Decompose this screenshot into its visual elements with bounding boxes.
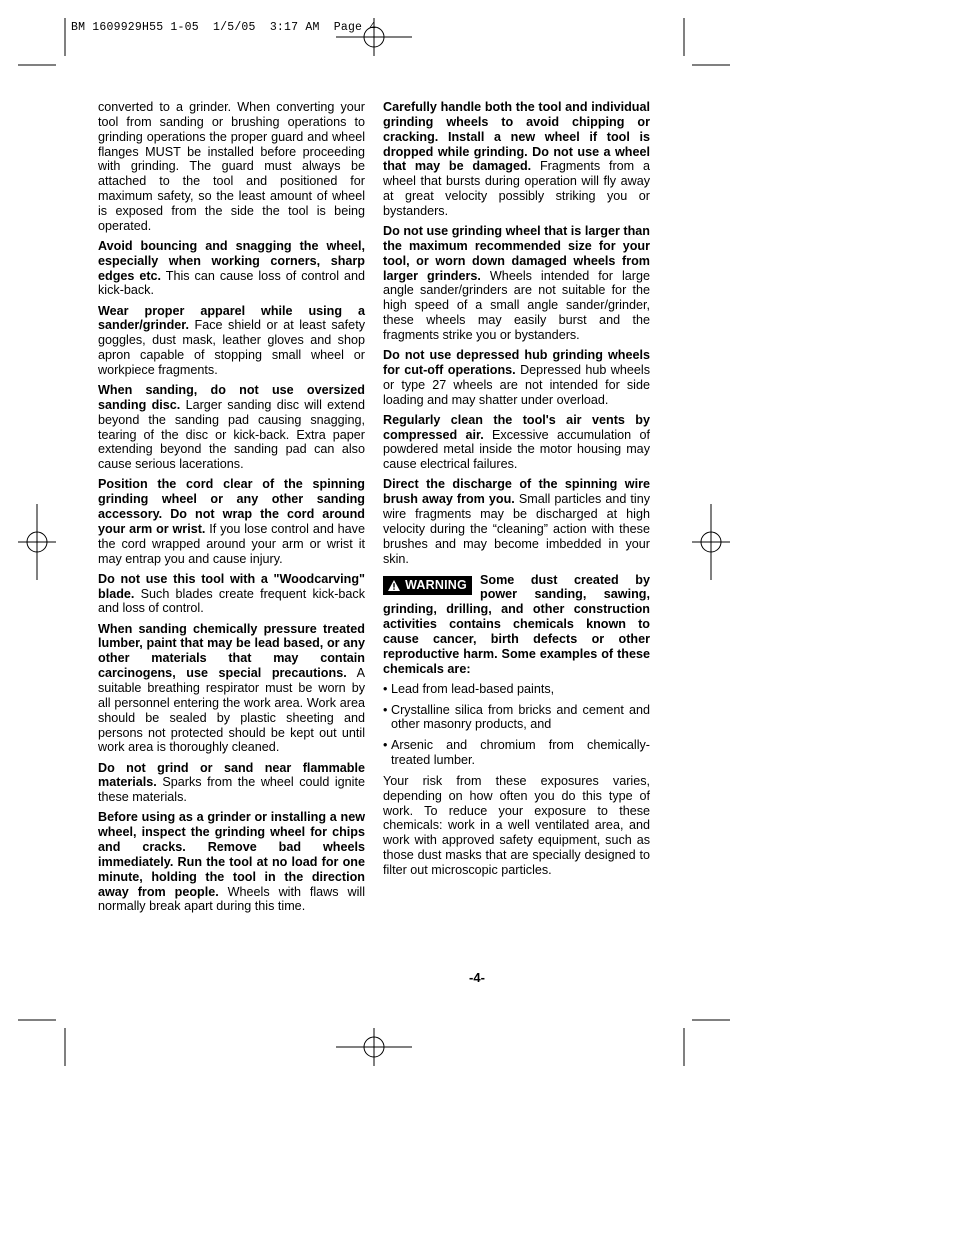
paragraph: Do not use depressed hub grinding wheels for cut-off operations. Depressed hub wheels or type 27 wheels are not intended for side loading and may shatter under overload. — [383, 348, 650, 407]
chemical-list — [383, 682, 650, 768]
registration-mark-left — [18, 504, 56, 580]
list-item: • Crystalline silica from bricks and cement and other masonry products, and — [383, 702, 650, 732]
paragraph: converted to a grinder. When converting your tool from sanding or brushing operations to grinding operations the proper guard and wheel flanges MUST be installed before proceeding with grinding. The guard must always be attached to the tool and positioned for maximum safety, so the least amount of wheel is exposed from the side the tool is being operated. — [98, 100, 365, 233]
warning-badge-label: WARNING — [405, 577, 467, 592]
paragraph: Wear proper apparel while using a sander/grinder. Face shield or at least safety goggles, dust mask, leather gloves and shop apron capable of stopping small wheel or workpiece fragments. — [98, 303, 365, 377]
bullet-icon: • — [383, 702, 388, 717]
bullet-icon: • — [383, 681, 388, 696]
list-item: • Arsenic and chromium from chemically-treated lumber. — [383, 738, 650, 768]
paragraph: Do not use this tool with a "Woodcarving" blade. Such blades create frequent kick-back and loss of control. — [98, 571, 365, 616]
paragraph: Before using as a grinder or installing a new wheel, inspect the grinding wheel for chips and cracks. Remove bad wheels immediately. Run the tool at no load for one minute, holding the tool in the direction away from people. Wheels with flaws will normally break apart during this time. — [98, 810, 365, 914]
left-column — [98, 100, 365, 920]
warning-paragraph — [383, 573, 650, 677]
warning-text: Some dust created by power sanding, sawing, grinding, drilling, and other construction activities contains chemicals known to cause cancer, birth defects or other reproductive harm. Some examples of these chemicals are: — [383, 572, 650, 676]
warning-badge — [383, 576, 472, 595]
paragraph: Regularly clean the tool's air vents by compressed air. Excessive accumulation of powdered metal inside the motor housing may cause electrical failures. — [383, 412, 650, 472]
warning-block — [383, 573, 650, 878]
bullet-icon: • — [383, 738, 388, 753]
paragraph: Direct the discharge of the spinning wire brush away from you. Small particles and tiny wire fragments may be discharged at high velocity during the “cleaning” action with these brushes and may become imbedded in your skin. — [383, 477, 650, 566]
page-number: -4- — [469, 970, 485, 985]
paragraph: Position the cord clear of the spinning grinding wheel or any other sanding accessory. Do not wrap the cord around your arm or wrist. If you lose control and have the cord wrapped around your arm or wrist it may entrap you and cause injury. — [98, 477, 365, 566]
paragraph: When sanding chemically pressure treated lumber, paint that may be lead based, or any other materials that may contain carcinogens, use special precautions. A suitable breathing respirator must be worn by all personnel entering the work area. Work area should be sealed by plastic sheeting and persons not protected should be kept out until work area is thoroughly cleaned. — [98, 621, 365, 755]
warning-triangle-icon — [388, 580, 400, 591]
paragraph: Carefully handle both the tool and individual grinding wheels to avoid chipping or cracking. Install a new wheel if tool is dropped while grinding. Do not use a wheel that may be damaged. Fragments from a wheel that bursts during operation will fly away at great velocity possibly striking you or bystanders. — [383, 100, 650, 218]
print-slug: BM 1609929H55 1-05 1/5/05 3:17 AM Page 4 — [71, 21, 377, 34]
right-column — [383, 100, 650, 883]
paragraph: When sanding, do not use oversized sanding disc. Larger sanding disc will extend beyond the sanding pad causing snagging, tearing of the disc or kick-back. Extra paper extending beyond the sanding pad can also cause serious lacerations. — [98, 383, 365, 472]
closing-paragraph: Your risk from these exposures varies, depending on how often you do this type of work. To reduce your exposure to these chemicals: work in a well ventilated area, and work with approved safety equipment, such as those dust masks that are specially designed to filter out microscopic particles. — [383, 773, 650, 877]
registration-mark-bottom — [336, 1028, 412, 1066]
list-item: • Lead from lead-based paints, — [383, 681, 555, 696]
paragraph: Do not use grinding wheel that is larger than the maximum recommended size for your tool, or worn down damaged wheels from larger grinders. Wheels intended for large angle sander/grinders are not suitable for the high speed of a small angle sander/grinder, these wheels may easily burst and the fragments strike you or bystanders. — [383, 224, 650, 342]
paragraph: Do not grind or sand near flammable materials. Sparks from the wheel could ignite these materials. — [98, 760, 365, 805]
registration-mark-right — [692, 504, 730, 580]
paragraph: Avoid bouncing and snagging the wheel, especially when working corners, sharp edges etc. This can cause loss of control and kick-back. — [98, 238, 365, 298]
registration-mark-top — [336, 18, 412, 56]
